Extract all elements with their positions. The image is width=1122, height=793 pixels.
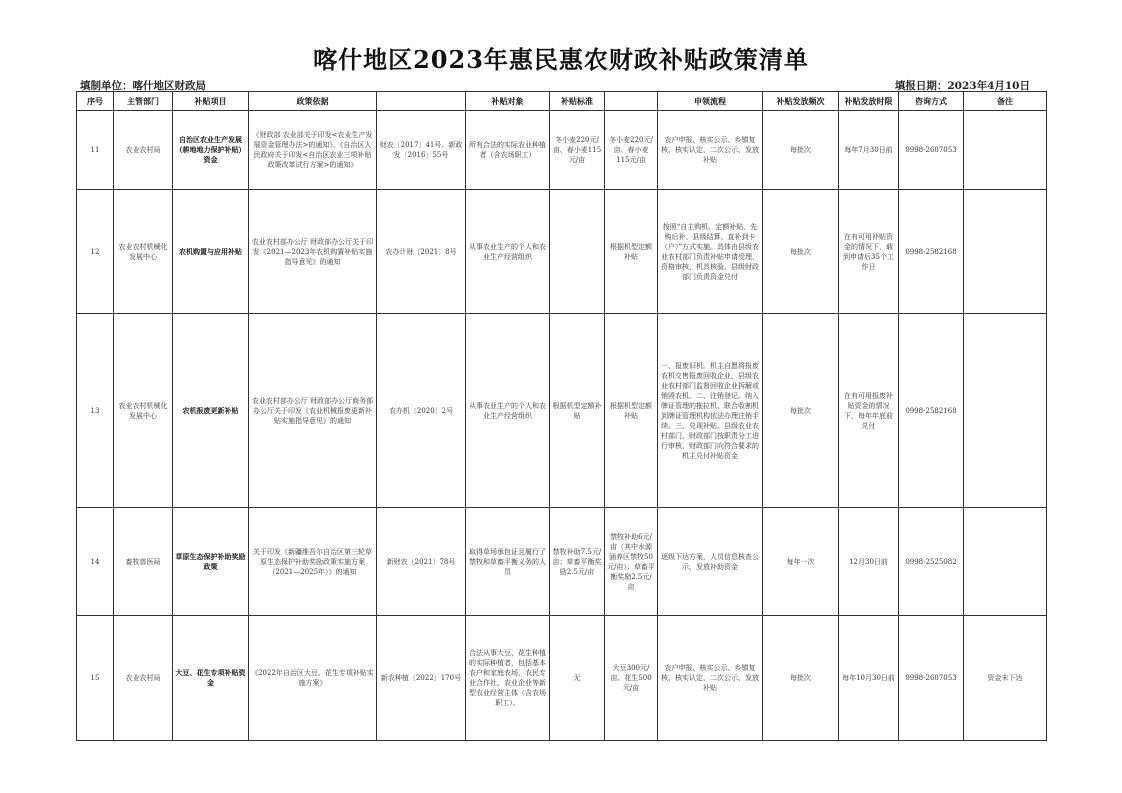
cell-note [964,508,1047,616]
cell-basis: 《财政部 农业部关于印发<农业生产发展资金管理办法>的通知》、《自治区人民政府关于印发<自治区农业三项补贴政策改革试行方案>的通知》 [249,111,377,190]
cell-deadline: 每年7月30日前 [839,111,899,190]
cell-doc: 农办计财〔2021〕8号 [377,190,466,314]
cell-basis: 农业农村部办公厅 财政部办公厅商务部办公厅关于印发《农业机械报废更新补贴实施指导意见》的通知 [249,314,377,508]
header-item: 补贴项目 [173,92,249,111]
cell-dept: 畜牧兽医局 [114,508,173,616]
cell-target: 从事农业生产的个人和农业生产经营组织 [466,190,550,314]
cell-process: 按照“自主购机、定额补贴、先购后补、县级结算、直补到卡（户）”方式实施。具体由县级农业农村部门负责补贴申请受理、资格审核、机具核验，县级财政部门负责资金兑付 [658,190,763,314]
cell-standard-2: 根据机型定额补贴 [605,190,658,314]
table-row [77,111,1047,190]
cell-standard-2: 根据机型定额补贴 [605,314,658,508]
cell-basis: 农业农村部办公厅 财政部办公厅关于印发《2021—2023年农机购置补贴实施指导意见》的通知 [249,190,377,314]
header-process: 申领流程 [658,92,763,111]
cell-item: 自治区农业生产发展（耕地地力保护补贴）资金 [173,111,249,190]
header-note: 备注 [964,92,1047,111]
cell-dept: 农业农村局 [114,616,173,741]
cell-doc: 新农种植〔2022〕170号 [377,616,466,741]
cell-standard: 禁牧补助7.5元/亩；草畜平衡奖励2.5元/亩 [550,508,605,616]
cell-frequency: 每批次 [763,190,839,314]
header-standard: 补贴标准 [550,92,605,111]
header-contact: 咨询方式 [899,92,964,111]
cell-process: 农户申报、核实公示、乡镇复核、核实认定、二次公示、发放补贴 [658,616,763,741]
cell-standard: 冬小麦220元/亩、春小麦115元/亩 [550,111,605,190]
cell-note [964,190,1047,314]
header-target: 补贴对象 [466,92,550,111]
header-row [77,92,1047,111]
cell-contact: 0998-2582168 [899,190,964,314]
cell-deadline: 在有可用报废补贴资金的情况下，每年年底前兑付 [839,314,899,508]
header-frequency: 补贴发放频次 [763,92,839,111]
cell-contact: 0998-2607053 [899,111,964,190]
table-row [77,314,1047,508]
header-basis: 政策依据 [249,92,377,111]
cell-deadline: 每年10月30日前 [839,616,899,741]
header-standard-2 [605,92,658,111]
cell-doc: 农办机〔2020〕2号 [377,314,466,508]
page-title: 喀什地区2023年惠民惠农财政补贴政策清单 [313,45,809,74]
cell-doc: 财农〔2017〕41号、新政发〔2016〕55号 [377,111,466,190]
cell-item: 农机报废更新补贴 [173,314,249,508]
table-row [77,616,1047,741]
cell-no: 14 [77,508,114,616]
cell-target: 取得草场承包证且履行了禁牧和草畜平衡义务的人员 [466,508,550,616]
cell-process: 逐级下达方案，人员信息核查公示，发放补助资金 [658,508,763,616]
cell-standard: 根据机型定额补贴 [550,314,605,508]
cell-note [964,111,1047,190]
cell-standard: 无 [550,616,605,741]
cell-frequency: 每年一次 [763,508,839,616]
compiler-unit: 填制单位：喀什地区财政局 [80,80,206,92]
cell-no: 12 [77,190,114,314]
cell-dept: 农业农村机械化发展中心 [114,190,173,314]
cell-basis: 关于印发《新疆维吾尔自治区第三轮草原生态保护补助奖励政策实施方案（2021—2025年）》的通知 [249,508,377,616]
cell-no: 11 [77,111,114,190]
cell-target: 合法从事大豆、花生种植的实际种植者，包括基本农户和家庭农场，农民专业合作社，农业企业等新型农业经营主体（含农场职工）。 [466,616,550,741]
cell-target: 从事农业生产的个人和农业生产经营组织 [466,314,550,508]
cell-contact: 0998-2525082 [899,508,964,616]
cell-standard-2: 冬小麦220元/亩、春小麦115元/亩 [605,111,658,190]
cell-dept: 农业农村局 [114,111,173,190]
cell-process: 一、报废旧机。机主自愿将报废农机交售报废回收企业，县级农业农村部门监督回收企业拆解或销毁农机。二、注销登记。纳入牌证管理的拖拉机、联合收割机到牌证管理机构依法办理注销手续。三、兑现补贴。县级农业农村部门、财政部门按职责分工进行审核，财政部门向符合要求的机主兑付补贴资金 [658,314,763,508]
cell-standard-2: 大豆300元/亩、花生500元/亩 [605,616,658,741]
cell-frequency: 每批次 [763,616,839,741]
cell-process: 农户申报、核实公示、乡镇复核、核实认定、二次公示、发放补贴 [658,111,763,190]
header-doc [377,92,466,111]
cell-deadline: 12月30日前 [839,508,899,616]
header-no: 序号 [77,92,114,111]
table-row [77,508,1047,616]
cell-item: 草原生态保护补助奖励政策 [173,508,249,616]
cell-contact: 0998-2607053 [899,616,964,741]
cell-basis: 《2022年自治区大豆、花生专项补贴实施方案》 [249,616,377,741]
cell-item: 大豆、花生专项补贴资金 [173,616,249,741]
cell-frequency: 每批次 [763,111,839,190]
header-dept: 主管部门 [114,92,173,111]
cell-item: 农机购置与应用补贴 [173,190,249,314]
table-row [77,190,1047,314]
cell-target: 所有合法的实际农业种植者（含农场职工） [466,111,550,190]
cell-frequency: 每批次 [763,314,839,508]
cell-standard-2: 禁牧补助6元/亩（其中水源涵养区禁牧50元/亩）；草畜平衡奖励2.5元/亩 [605,508,658,616]
cell-note [964,314,1047,508]
header-deadline: 补贴发放时限 [839,92,899,111]
cell-standard [550,190,605,314]
subsidy-table [76,91,1047,741]
cell-contact: 0998-2582168 [899,314,964,508]
cell-no: 15 [77,616,114,741]
cell-no: 13 [77,314,114,508]
report-date: 填报日期：2023年4月10日 [894,80,1030,92]
cell-note: 资金未下达 [964,616,1047,741]
cell-doc: 新财农〔2021〕78号 [377,508,466,616]
cell-deadline: 在有可用补贴资金的情况下，载到申请后35个工作日 [839,190,899,314]
cell-dept: 农业农村机械化发展中心 [114,314,173,508]
